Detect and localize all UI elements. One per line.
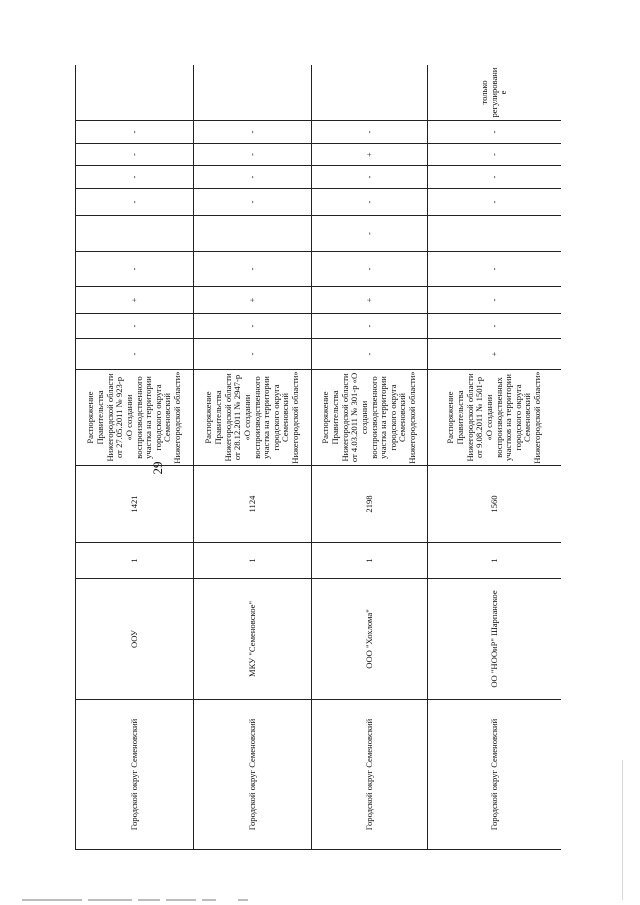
region-cell: Городской округ Семеновский: [194, 700, 312, 850]
table-row: [194, 65, 312, 850]
mark-cell: -: [76, 314, 194, 339]
document-cell: Распоряжение Правительства Нижегородской области от 28.12.2011 № 2947-р «О создании воспроизводственного участка на территории городского округа Семеновский Нижегородской области»: [194, 370, 312, 466]
region-cell: Городской округ Семеновский: [428, 700, 562, 850]
mark-cell: -: [194, 339, 312, 370]
area-cell: 1421: [76, 466, 194, 543]
region-cell: Городской округ Семеновский: [76, 700, 194, 850]
document-cell: Распоряжение Правительства Нижегородской области от 9.08.2011 № 1501-р «О создании воспроизводственных участков на территории городского округа Семеновский Нижегородской области»: [428, 370, 562, 466]
mark-cell: +: [428, 339, 562, 370]
count-cell: 1: [76, 543, 194, 579]
mark-cell: -: [194, 166, 312, 189]
table-row: [76, 65, 194, 850]
area-cell: 2198: [312, 466, 428, 543]
mark-cell: -: [428, 166, 562, 189]
mark-cell: +: [194, 287, 312, 314]
mark-cell: -: [194, 252, 312, 287]
count-cell: 1: [194, 543, 312, 579]
mark-cell: -: [194, 314, 312, 339]
mark-cell: -: [194, 189, 312, 216]
mark-cell: -: [428, 144, 562, 166]
mark-cell: -: [312, 189, 428, 216]
table-frame: [75, 65, 561, 850]
mark-cell: -: [194, 121, 312, 144]
mark-cell: -: [312, 339, 428, 370]
mark-cell: -: [428, 121, 562, 144]
mark-cell: [76, 216, 194, 252]
scan-artifact-line: [622, 760, 623, 900]
mark-cell: -: [312, 216, 428, 252]
mark-cell: -: [312, 252, 428, 287]
table-row: [428, 65, 562, 850]
mark-cell: -: [194, 144, 312, 166]
mark-cell: -: [76, 339, 194, 370]
document-cell: Распоряжение Правительства Нижегородской области от 4.03.2011 № 301-р «О создании воспроизводственного участка на территории городского округа Семеновский Нижегородской области»: [312, 370, 428, 466]
organization-cell: ООУ: [76, 579, 194, 700]
mark-cell: -: [76, 121, 194, 144]
reproduction-areas-table: [75, 65, 561, 850]
note-cell: [194, 65, 312, 121]
area-cell: 1560: [428, 466, 562, 543]
mark-cell: -: [312, 314, 428, 339]
mark-cell: -: [76, 166, 194, 189]
mark-cell: -: [312, 166, 428, 189]
mark-cell: -: [428, 189, 562, 216]
table-row: [312, 65, 428, 850]
organization-cell: ОО "НООиР" Шарпанское: [428, 579, 562, 700]
mark-cell: +: [312, 287, 428, 314]
page-number: 29: [150, 461, 165, 475]
count-cell: 1: [428, 543, 562, 579]
mark-cell: -: [428, 314, 562, 339]
mark-cell: -: [428, 252, 562, 287]
mark-cell: +: [76, 287, 194, 314]
mark-cell: +: [312, 144, 428, 166]
document-cell: Распоряжение Правительства Нижегородской области от 27.05.2011 № 923-р «О создании воспроизводственного участка на территории городского округа Семеновский Нижегородской области»: [76, 370, 194, 466]
note-cell: [76, 65, 194, 121]
organization-cell: МКУ "Семеновское": [194, 579, 312, 700]
note-cell: [312, 65, 428, 121]
organization-cell: ООО "Хохлома": [312, 579, 428, 700]
note-cell: только регулировани е: [428, 65, 562, 121]
region-cell: Городской округ Семеновский: [312, 700, 428, 850]
mark-cell: -: [76, 189, 194, 216]
area-cell: 1124: [194, 466, 312, 543]
mark-cell: [194, 216, 312, 252]
mark-cell: [428, 216, 562, 252]
scan-edge-marks: [0, 893, 640, 901]
count-cell: 1: [312, 543, 428, 579]
mark-cell: -: [428, 287, 562, 314]
mark-cell: -: [312, 121, 428, 144]
rotated-table-container: [75, 65, 561, 850]
mark-cell: -: [76, 252, 194, 287]
mark-cell: -: [76, 144, 194, 166]
